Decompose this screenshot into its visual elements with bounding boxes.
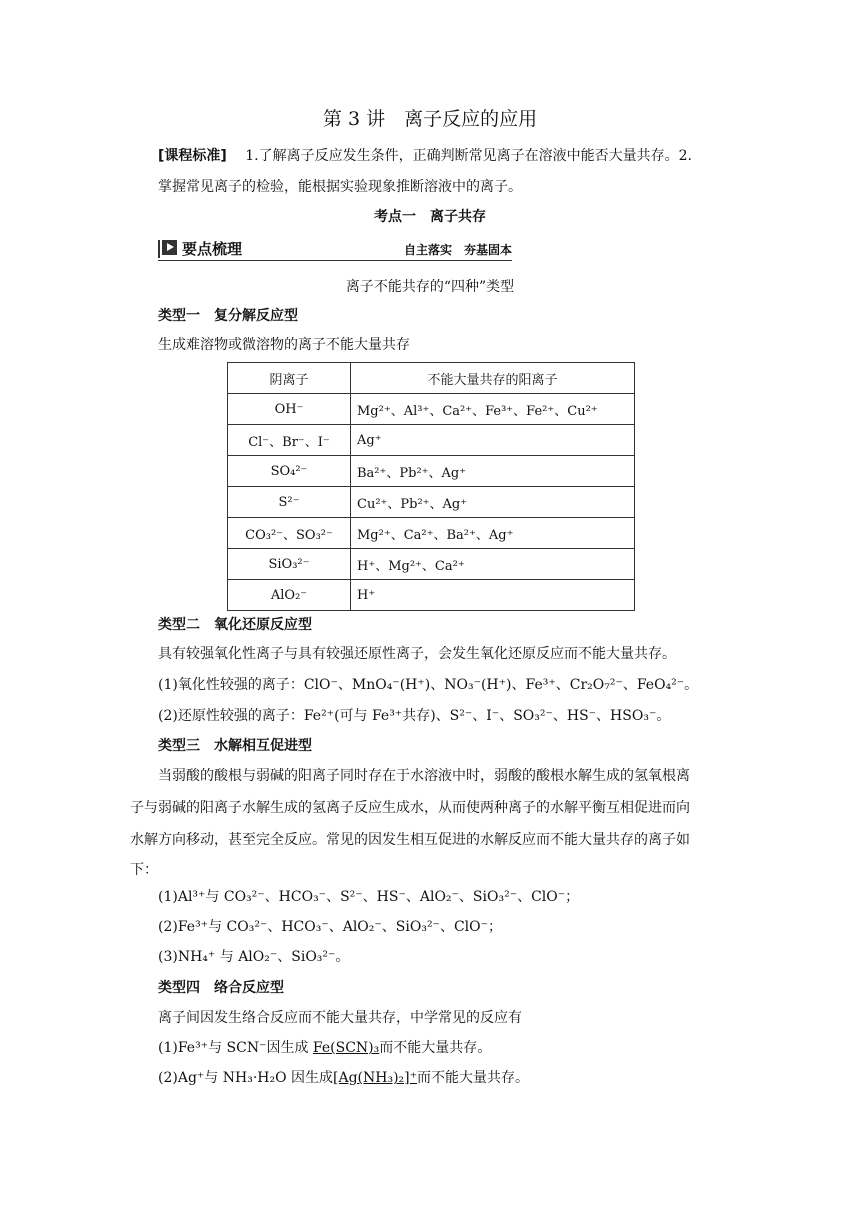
type1-heading: 类型一 复分解反应型 — [158, 308, 298, 324]
anion-cell: Cl⁻、Br⁻、I⁻ — [228, 425, 351, 456]
anion-cell: S²⁻ — [228, 487, 351, 518]
type4-item2-answer: [Ag(NH₃)₂]⁺ — [333, 1070, 418, 1086]
subtitle: 离子不能共存的“四种”类型 — [345, 279, 515, 295]
table-row — [228, 487, 635, 518]
table-row — [228, 425, 635, 456]
ion-table — [227, 362, 635, 611]
table-row — [228, 456, 635, 487]
table-row — [228, 549, 635, 580]
type4-item2 — [158, 1067, 529, 1087]
cation-cell: Cu²⁺、Pb²⁺、Ag⁺ — [351, 487, 635, 518]
type4-item1-answer: Fe(SCN)₃ — [312, 1040, 380, 1056]
banner-bar — [158, 240, 160, 258]
type2-desc: 具有较强氧化性离子与具有较强还原性离子，会发生氧化还原反应而不能大量共存。 — [158, 646, 676, 662]
cation-cell: H⁺ — [351, 580, 635, 611]
type4-desc: 离子间因发生络合反应而不能大量共存，中学常见的反应有 — [158, 1010, 522, 1026]
type3-para-line1: 当弱酸的酸根与弱碱的阳离子同时存在于水溶液中时，弱酸的酸根水解生成的氢氧根离 — [158, 768, 690, 784]
cation-cell: Mg²⁺、Ca²⁺、Ba²⁺、Ag⁺ — [351, 518, 635, 549]
anion-cell: AlO₂⁻ — [228, 580, 351, 611]
type4-heading: 类型四 络合反应型 — [158, 980, 284, 996]
type3-para-line4: 下： — [130, 862, 158, 878]
type3-para-line2: 子与弱碱的阳离子水解生成的氢离子反应生成水，从而使两种离子的水解平衡互相促进而向 — [130, 800, 690, 816]
anion-cell: SiO₃²⁻ — [228, 549, 351, 580]
course-standard-label: [课程标准] — [158, 148, 227, 164]
type3-item1: (1)Al³⁺与 CO₃²⁻、HCO₃⁻、S²⁻、HS⁻、AlO₂⁻、SiO₃²⁻、ClO⁻； — [158, 889, 580, 905]
table-header-anion: 阴离子 — [228, 363, 351, 394]
type1-desc: 生成难溶物或微溶物的离子不能大量共存 — [158, 337, 410, 353]
table-row — [228, 518, 635, 549]
type2-item2: (2)还原性较强的离子：Fe²⁺(可与 Fe³⁺共存)、S²⁻、I⁻、SO₃²⁻、HS⁻、HSO₃⁻。 — [158, 708, 671, 724]
type2-item1: (1)氧化性较强的离子：ClO⁻、MnO₄⁻(H⁺)、NO₃⁻(H⁺)、Fe³⁺、Cr₂O₇²⁻、FeO₄²⁻。 — [158, 677, 699, 693]
type3-heading: 类型三 水解相互促进型 — [158, 738, 312, 754]
course-standard-line2: 掌握常见离子的检验，能根据实验现象推断溶液中的离子。 — [158, 179, 522, 195]
key-points-banner — [158, 238, 512, 261]
cation-cell: Ba²⁺、Pb²⁺、Ag⁺ — [351, 456, 635, 487]
table-header-cation: 不能大量共存的阳离子 — [351, 363, 635, 394]
table-row — [228, 394, 635, 425]
cation-cell: Mg²⁺、Al³⁺、Ca²⁺、Fe³⁺、Fe²⁺、Cu²⁺ — [351, 394, 635, 425]
cation-cell: Ag⁺ — [351, 425, 635, 456]
type4-item1-pre: (1)Fe³⁺与 SCN⁻因生成 — [158, 1040, 313, 1056]
banner-heading: 要点梳理 — [182, 240, 243, 258]
type4-item1 — [158, 1037, 491, 1057]
course-standard-line1 — [158, 145, 692, 165]
section-title: 考点一 离子共存 — [374, 209, 486, 225]
cation-cell: H⁺、Mg²⁺、Ca²⁺ — [351, 549, 635, 580]
type3-para-line3: 水解方向移动，甚至完全反应。常见的因发生相互促进的水解反应而不能大量共存的离子如 — [130, 832, 690, 848]
play-triangle-icon — [162, 240, 177, 255]
type4-item2-pre: (2)Ag⁺与 NH₃·H₂O 因生成 — [158, 1070, 334, 1086]
anion-cell: OH⁻ — [228, 394, 351, 425]
type4-item1-post: 而不能大量共存。 — [379, 1040, 492, 1056]
course-standard-text: 1.了解离子反应发生条件，正确判断常见离子在溶液中能否大量共存。2. — [245, 148, 692, 164]
type4-item2-post: 而不能大量共存。 — [417, 1070, 530, 1086]
page-title: 第 3 讲 离子反应的应用 — [322, 108, 538, 130]
type3-item2: (2)Fe³⁺与 CO₃²⁻、HCO₃⁻、AlO₂⁻、SiO₃²⁻、ClO⁻； — [158, 919, 503, 935]
anion-cell: SO₄²⁻ — [228, 456, 351, 487]
type2-heading: 类型二 氧化还原反应型 — [158, 617, 312, 633]
type3-item3: (3)NH₄⁺ 与 AlO₂⁻、SiO₃²⁻。 — [158, 949, 350, 965]
table-header-row — [228, 363, 635, 394]
anion-cell: CO₃²⁻、SO₃²⁻ — [228, 518, 351, 549]
table-row — [228, 580, 635, 611]
banner-tagline: 自主落实 夯基固本 — [403, 243, 512, 257]
